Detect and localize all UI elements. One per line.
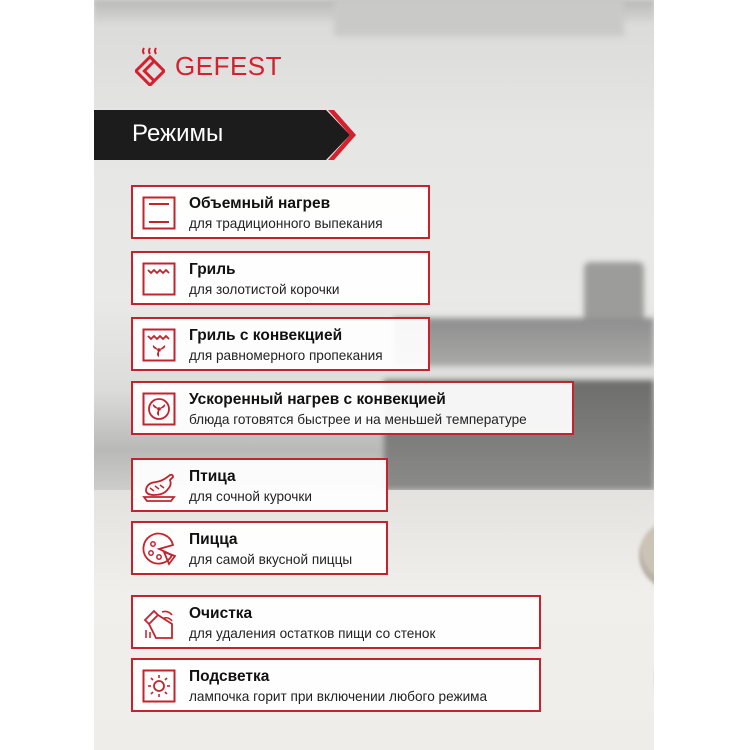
- fan-heat-icon: [142, 392, 176, 426]
- mode-name: Гриль с конвекцией: [189, 327, 343, 344]
- mode-description: для золотистой корочки: [189, 282, 340, 297]
- mode-name: Ускоренный нагрев с конвекцией: [189, 391, 446, 408]
- mode-name: Объемный нагрев: [189, 195, 331, 212]
- page-title-text: Режимы: [132, 120, 224, 147]
- mode-name: Птица: [189, 468, 236, 485]
- mode-description: для самой вкусной пиццы: [189, 552, 353, 567]
- mode-card: [131, 317, 430, 371]
- background-hood: [334, 0, 624, 36]
- mode-card: [131, 595, 541, 649]
- mode-name: Пицца: [189, 531, 238, 548]
- background-stove: [394, 318, 654, 366]
- mode-card: [131, 251, 430, 305]
- oven-grill-icon: [142, 262, 176, 296]
- pizza-icon: [142, 532, 176, 566]
- oven-top-bottom-heat-icon: [142, 196, 176, 230]
- page-title: [94, 110, 356, 160]
- mode-name: Очистка: [189, 605, 253, 622]
- mode-name: Гриль: [189, 261, 236, 278]
- mode-card: [131, 658, 541, 712]
- chicken-icon: [142, 469, 176, 503]
- mode-description: для традиционного выпекания: [189, 216, 383, 231]
- brand-logo: [135, 46, 282, 86]
- brand-name: GEFEST: [175, 50, 283, 81]
- oven-grill-fan-icon: [142, 328, 176, 362]
- cleaning-icon: [142, 606, 176, 640]
- mode-name: Подсветка: [189, 668, 270, 685]
- mode-card: [131, 458, 388, 512]
- mode-description: для удаления остатков пищи со стенок: [189, 626, 436, 641]
- mode-description: лампочка горит при включении любого режима: [189, 689, 488, 704]
- mode-description: для сочной курочки: [189, 489, 312, 504]
- mode-description: блюда готовятся быстрее и на меньшей температуре: [189, 412, 527, 427]
- gefest-logo-icon: [135, 46, 165, 86]
- light-bulb-icon: [142, 669, 176, 703]
- mode-card: [131, 381, 574, 435]
- mode-card: [131, 521, 388, 575]
- mode-card: [131, 185, 430, 239]
- mode-description: для равномерного пропекания: [189, 348, 383, 363]
